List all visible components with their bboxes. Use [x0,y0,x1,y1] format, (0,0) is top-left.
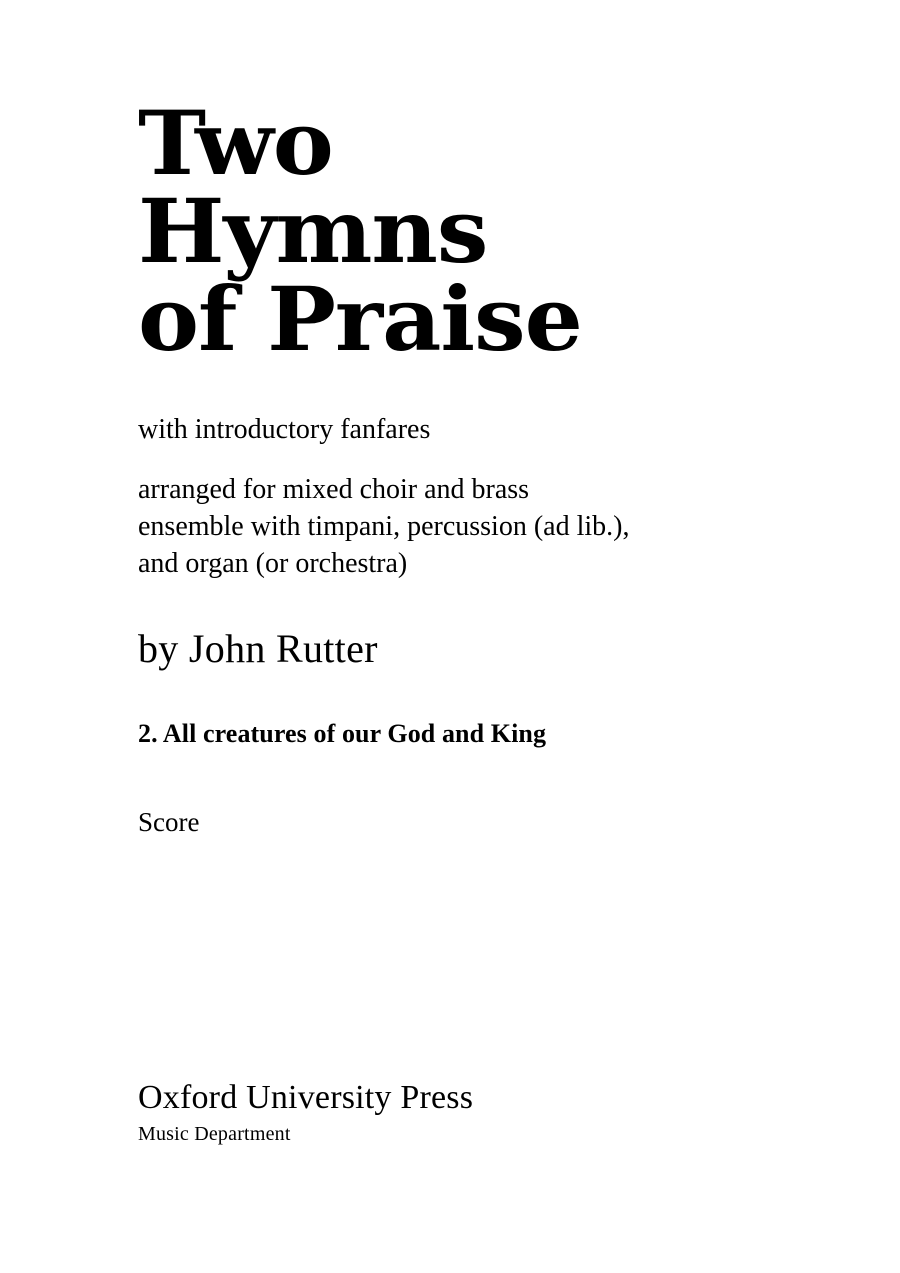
scoring-line-2: ensemble with timpani, percussion (ad lib.), [138,511,630,543]
scoring-description [138,472,758,583]
work-title-line-1: Two [138,91,333,195]
publisher-block [138,1078,838,1146]
movement-title: 2. All creatures of our God and King [138,718,547,748]
work-subtitle: with introductory fanfares [138,413,431,445]
publisher-name: Oxford University Press [138,1079,474,1116]
work-title-line-3: of Praise [138,267,582,372]
scoring-line-3: and organ (or orchestra) [138,548,408,579]
score-label: Score [138,806,200,837]
work-title [138,91,838,372]
publisher-department: Music Department [138,1123,291,1146]
title-content-block [138,91,838,838]
composer-credit: by John Rutter [138,625,378,671]
scoring-line-1: arranged for mixed choir and brass [138,474,530,506]
work-title-line-2: Hymns [138,179,488,284]
